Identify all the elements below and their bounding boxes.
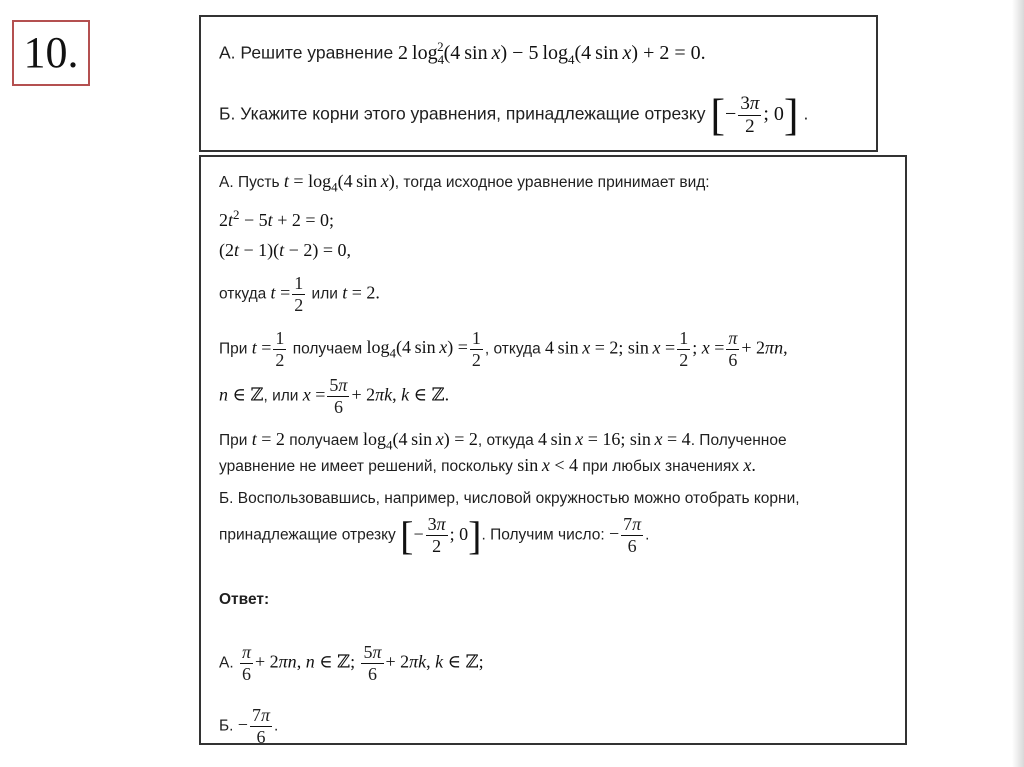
sol-b-text2: принадлежащие отрезку xyxy=(219,526,396,544)
sol-line-4: откуда t = $\frac{1}{2}$ или t = 2. xyxy=(219,273,380,315)
sol-line-2: $2t^2 - 5t + 2 = 0$; xyxy=(219,207,334,230)
sol-otkuda-comma-2: , откуда xyxy=(477,432,534,449)
task-b-label: Б. xyxy=(219,103,236,124)
answer-a-label: А. xyxy=(219,654,234,672)
answer-title: Ответ: xyxy=(219,591,270,608)
sol-a-intro: А. Пусть xyxy=(219,174,280,191)
task-equation: 2 $\log_4^2(4$ sin x) − 5 $\log_4(4$ sin x) + 2 = 0. xyxy=(398,39,706,67)
sol-for-any: при любых значениях xyxy=(582,458,740,475)
task-a-label: А. xyxy=(219,42,236,63)
sol-pri-2: При xyxy=(219,432,248,449)
sol-b-text1: Б. Воспользовавшись, например, числовой окружностью можно отобрать корни, xyxy=(219,490,800,507)
sol-received: . Полученное xyxy=(690,432,787,449)
sol-line-1: А. Пусть $t = \log_4(4$ sin x), тогда исходное уравнение принимает вид: xyxy=(219,171,710,195)
sol-line-8: уравнение не имеет решений, поскольку sin x < 4 при любых значениях x. xyxy=(219,455,756,475)
sol-no-solutions: уравнение не имеет решений, поскольку xyxy=(219,458,513,475)
slide-edge xyxy=(1012,0,1024,767)
sol-line-10: принадлежащие отрезку [− $\frac{3\pi}{2}$ ; 0]. Получим число: − $\frac{7\pi}{6}$ . xyxy=(219,512,650,558)
sol-line-3: (2t − 1)(t − 2) = 0, xyxy=(219,240,351,260)
answer-b-line: Б. − $\frac{7\pi}{6}$ . xyxy=(219,705,279,747)
sol-line-9 xyxy=(219,490,800,508)
sol-poluchaem-1: получаем xyxy=(292,340,363,358)
sol-a-intro-tail: , тогда исходное уравнение принимает вид: xyxy=(394,174,710,191)
sol-pri-1: При xyxy=(219,340,248,358)
task-a-text: Решите уравнение xyxy=(240,42,394,63)
task-b-text: Укажите корни этого уравнения, принадлежащие отрезку xyxy=(240,103,706,124)
sol-line-7: При t = 2 получаем $\log_4(4$ sin x) = 2, откуда 4 sin x = 16; sin x = 4. Полученное xyxy=(219,429,787,453)
task-interval: [− $\frac{3\pi}{2}$ ; 0] xyxy=(710,90,799,139)
sol-ili: или xyxy=(311,285,338,303)
task-a-line xyxy=(219,39,706,68)
sol-otkuda: откуда xyxy=(219,285,267,303)
solution-box xyxy=(199,155,907,745)
sol-line-6: n ∈ ℤ, или x = $\frac{5\pi}{6}$ + 2πk, k ∈ ℤ. xyxy=(219,375,450,417)
sol-b-text3: . Получим число: xyxy=(481,526,605,544)
task-b-line: Б. Укажите корни этого уравнения, принадлежащие отрезку [− $\frac{3\pi}{2}$ ; 0] . xyxy=(219,90,809,139)
sol-line-5: При t = $\frac{1}{2}$ получаем $\log_4(4$ sin x) = $\frac{1}{2}$ , откуда 4 sin x = 2; sin x = $\frac{1}{2}$ ; x = $\frac{\pi}{6}$ + 2πn, xyxy=(219,328,788,370)
answer-b-label: Б. xyxy=(219,717,234,735)
slide-number: 10. xyxy=(12,20,90,86)
answer-a-line: А. $\frac{\pi}{6}$ + 2πn, n ∈ ℤ; $\frac{5\pi}{6}$ + 2πk, k ∈ ℤ; xyxy=(219,642,484,684)
sol-poluchaem-2: получаем xyxy=(289,432,359,449)
sol-otkuda-comma-1: , откуда xyxy=(484,340,541,358)
task-box xyxy=(199,15,878,152)
sol-ili-comma: , или xyxy=(263,387,299,405)
